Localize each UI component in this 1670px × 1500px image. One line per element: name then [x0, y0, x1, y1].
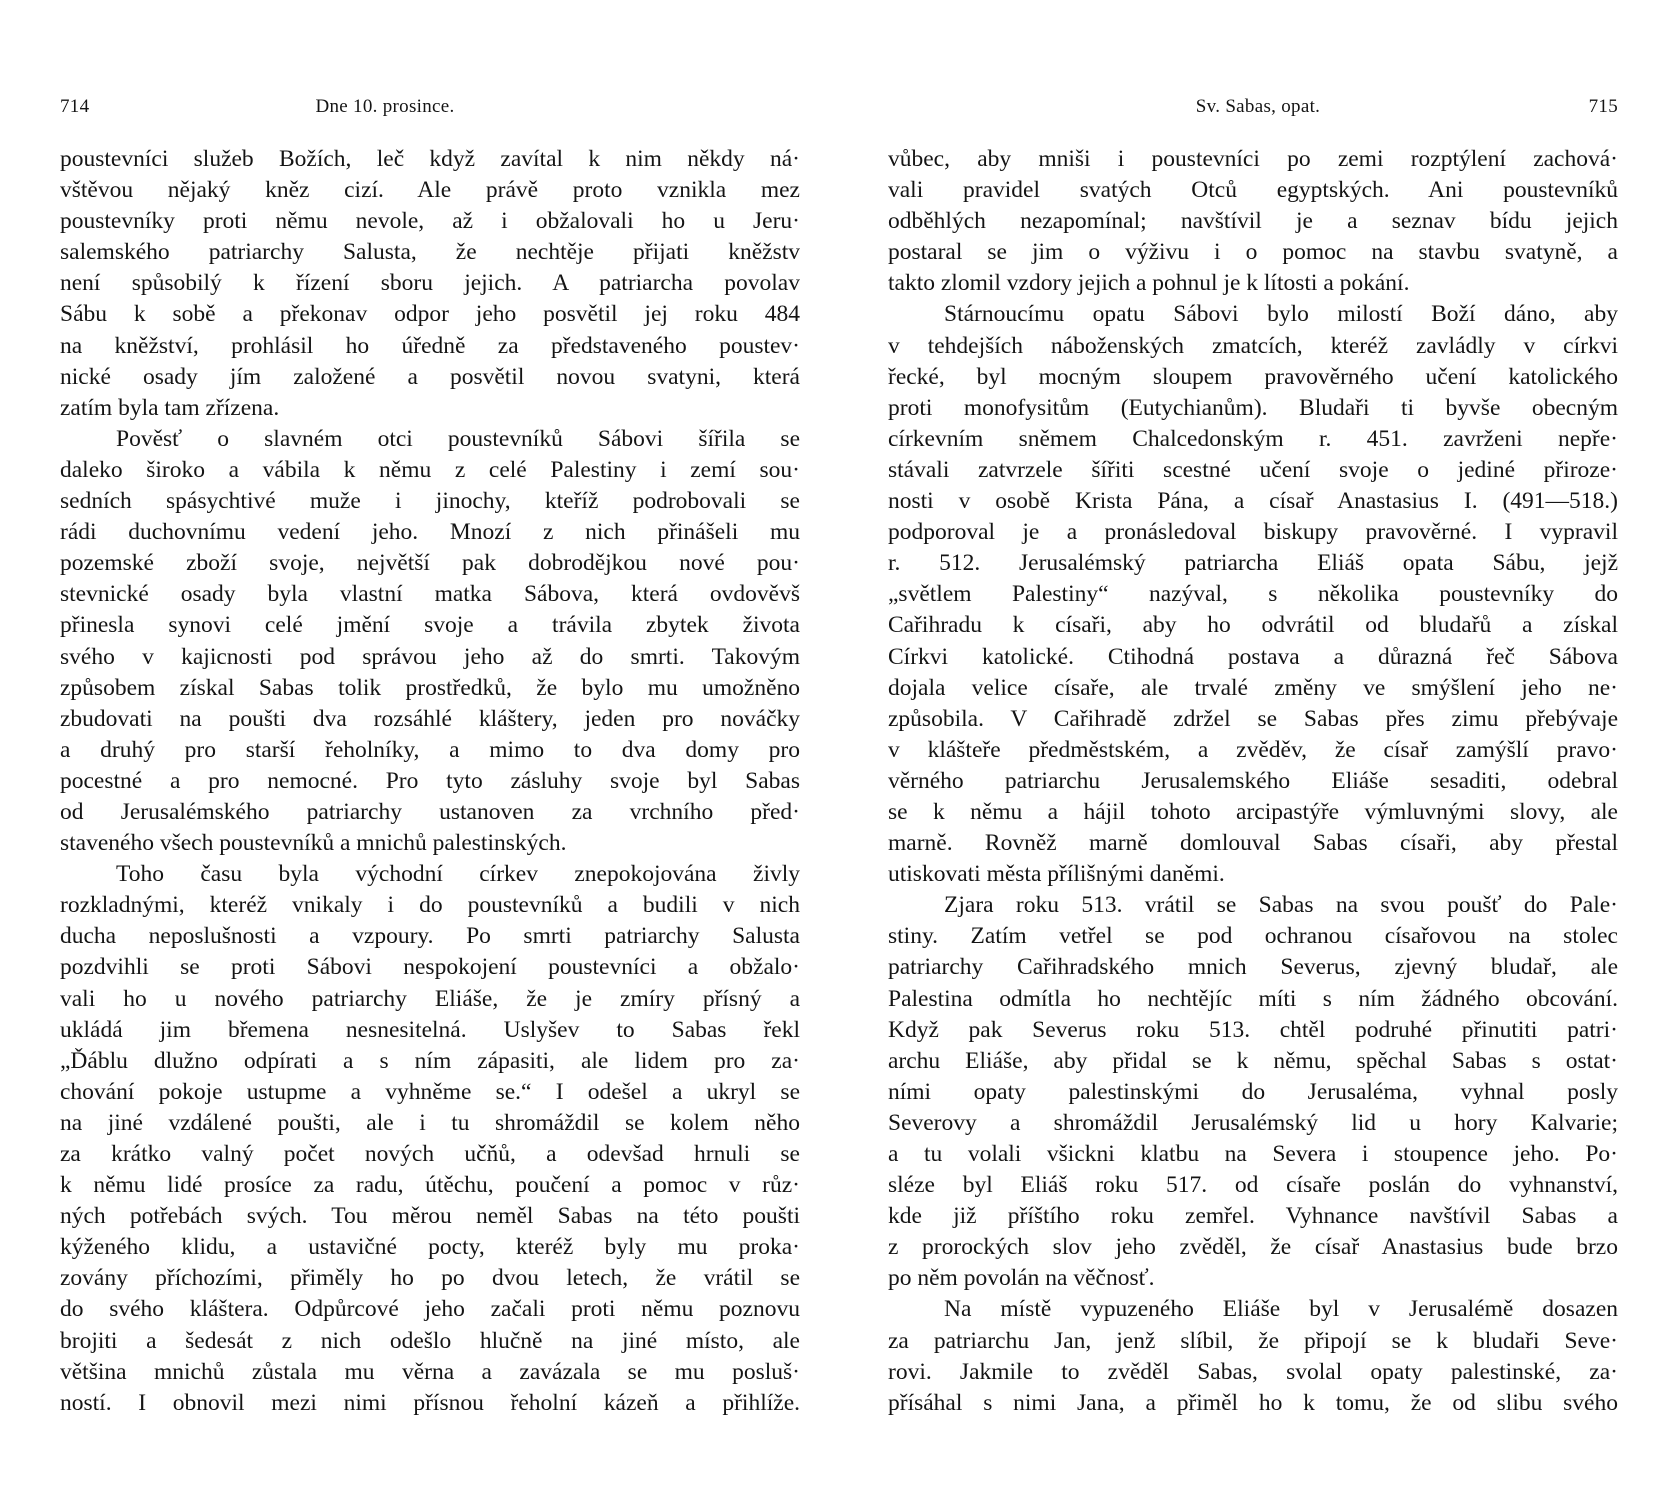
- text-line: svého v kajicnosti pod správou jeho až do smrti. Takovým: [60, 643, 800, 670]
- text-line: za patriarchu Jan, jenž slíbil, že připojí se k bludaři Seve·: [888, 1327, 1618, 1354]
- text-line: salemského patriarchy Salusta, že nechtěje přijati kněžstv: [60, 239, 800, 266]
- text-line: Cařihradu k císaři, aby ho odvrátil od bludařů a získal: [888, 612, 1618, 639]
- text-line: přinesla synovi celé jmění svoje a trávila zbytek života: [60, 612, 800, 639]
- text-line: se k němu a hájil tohoto arcipastýře výmluvnými slovy, ale: [888, 798, 1618, 825]
- text-line: přísáhal s nimi Jana, a přiměl ho k tomu, že od slibu svého: [888, 1389, 1618, 1416]
- text-line: patriarchy Cařihradského mnich Severus, zjevný bludař, ale: [888, 954, 1618, 981]
- text-line: rovi. Jakmile to zvěděl Sabas, svolal opaty palestinské, za·: [888, 1358, 1618, 1385]
- text-line: není spůsobilý k řízení sboru jejich. A patriarcha povolav: [60, 270, 800, 297]
- text-line: způsobem získal Sabas tolik prostředků, že bylo mu umožněno: [60, 674, 800, 701]
- text-line: staveného všech poustevníků a mnichů palestinských.: [60, 830, 567, 857]
- text-line: za krátko valný počet nových učňů, a odevšad hrnuli se: [60, 1141, 800, 1167]
- right-page-text: [888, 144, 1618, 1419]
- text-line: řecké, byl mocným sloupem pravověrného učení katolického: [888, 363, 1618, 390]
- text-line: brojiti a šedesát z nich odešlo hlučně na jiné místo, ale: [60, 1327, 800, 1354]
- text-line: dojala velice císaře, ale trvalé změny ve smýšlení jeho ne·: [888, 674, 1618, 701]
- text-line: z prorockých slov jeho zvěděl, že císař Anastasius bude brzo: [888, 1234, 1618, 1261]
- text-line: kde již příštího roku zemřel. Vyhnance navštívil Sabas a: [888, 1203, 1618, 1230]
- right-page: [888, 0, 1618, 1500]
- text-line: poustevníci služeb Božích, leč když zavítal k nim někdy ná·: [60, 146, 800, 172]
- text-line: vali ho u nového patriarchy Eliáše, že je zmíry přísný a: [60, 985, 800, 1012]
- text-line: Na místě vypuzeného Eliáše byl v Jerusalémě dosazen: [944, 1296, 1618, 1323]
- right-page-header: [888, 96, 1618, 120]
- text-line: stevnické osady byla vlastní matka Sábova, která ovdověvš: [60, 581, 800, 608]
- text-line: ností. I obnovil mezi nimi přísnou řeholní kázeň a přihlíže.: [60, 1389, 800, 1416]
- text-line: marně. Rovněž marně domlouval Sabas císaři, aby přestal: [888, 830, 1618, 857]
- text-line: ných potřebách svých. Tou měrou neměl Sabas na této poušti: [60, 1203, 800, 1230]
- text-line: většina mnichů zůstala mu věrna a zavázala se mu posluš·: [60, 1358, 800, 1385]
- text-line: k němu lidé prosíce za radu, útěchu, poučení a pomoc v růz·: [60, 1172, 800, 1199]
- text-line: sléze byl Eliáš roku 517. od císaře poslán do vyhnanství,: [888, 1172, 1618, 1199]
- text-line: pocestné a pro nemocné. Pro tyto zásluhy svoje byl Sabas: [60, 767, 800, 794]
- text-line: takto zlomil vzdory jejich a pohnul je k lítosti a pokání.: [888, 270, 1410, 297]
- text-line: Církvi katolické. Ctihodná postava a důrazná řeč Sábova: [888, 643, 1618, 670]
- text-line: daleko široko a vábila k němu z celé Palestiny i zemí sou·: [60, 456, 800, 483]
- text-line: na jiné vzdálené poušti, ale i tu shromáždil se kolem něho: [60, 1109, 800, 1136]
- left-page-text: [60, 144, 800, 1419]
- text-line: „Ďáblu dlužno odpírati a s ním zápasiti, ale lidem pro za·: [60, 1047, 800, 1074]
- page-number: 714: [60, 96, 90, 117]
- page-number: 715: [1588, 96, 1618, 117]
- text-line: po něm povolán na věčnosť.: [888, 1265, 1155, 1292]
- text-line: vali pravidel svatých Otců egyptských. Ani poustevníků: [888, 177, 1618, 204]
- text-line: vůbec, aby mniši i poustevníci po zemi rozptýlení zachová·: [888, 146, 1618, 172]
- text-line: pozdvihli se proti Sábovi nespokojení poustevníci a obžalo·: [60, 954, 800, 981]
- text-line: v tehdejších náboženských zmatcích, kteréž zavládly v církvi: [888, 332, 1618, 359]
- text-line: „světlem Palestiny“ nazýval, s několika poustevníky do: [888, 581, 1618, 608]
- text-line: postaral se jim o výživu i o pomoc na stavbu svatyně, a: [888, 239, 1618, 266]
- text-line: rádi duchovnímu vedení jeho. Mnozí z nich přinášeli mu: [60, 519, 800, 546]
- text-line: proti monofysitům (Eutychianům). Bludaři ti byvše obecným: [888, 394, 1618, 421]
- text-line: zbudovati na poušti dva rozsáhlé kláštery, jeden pro nováčky: [60, 705, 800, 732]
- text-line: a tu volali všickni klatbu na Severa i stoupence jeho. Po·: [888, 1141, 1618, 1167]
- text-line: Když pak Severus roku 513. chtěl podruhé přinutiti patri·: [888, 1016, 1618, 1043]
- text-line: chování pokoje ustupme a vyhněme se.“ I odešel a ukryl se: [60, 1078, 800, 1105]
- text-line: stávali zatvrzele šířiti scestné učení svoje o jediné přiroze·: [888, 456, 1618, 483]
- text-line: Toho času byla východní církev znepokojována živly: [116, 861, 800, 888]
- text-line: utiskovati města přílišnými daněmi.: [888, 861, 1225, 888]
- text-line: vštěvou nějaký kněz cizí. Ale právě proto vznikla mez: [60, 177, 800, 204]
- text-line: pozemské zboží svoje, největší pak dobrodějkou nové pou·: [60, 550, 800, 577]
- text-line: sedních spásychtivé muže i jinochy, kteříž podrobovali se: [60, 488, 800, 515]
- text-line: a druhý pro starší řeholníky, a mimo to dva domy pro: [60, 736, 800, 763]
- text-line: kýženého klidu, a ustavičné pocty, kteréž byly mu proka·: [60, 1234, 800, 1261]
- left-page-header: [60, 96, 800, 120]
- text-line: zovány příchozími, přiměly ho po dvou letech, že vrátil se: [60, 1265, 800, 1292]
- text-line: církevním sněmem Chalcedonským r. 451. zavrženi nepře·: [888, 425, 1618, 452]
- text-line: Pověsť o slavném otci poustevníků Sábovi šířila se: [116, 425, 800, 452]
- text-line: Zjara roku 513. vrátil se Sabas na svou poušť do Pale·: [944, 892, 1618, 919]
- text-line: do svého kláštera. Odpůrcové jeho začali proti němu poznovu: [60, 1296, 800, 1323]
- text-line: v klášteře předměstském, a zvěděv, že císař zamýšlí pravo·: [888, 736, 1618, 763]
- text-line: zatím byla tam zřízena.: [60, 394, 280, 421]
- text-line: od Jerusalémského patriarchy ustanoven za vrchního před·: [60, 798, 800, 825]
- text-line: Sábu k sobě a překonav odpor jeho posvětil jej roku 484: [60, 301, 800, 328]
- running-head: Dne 10. prosince.: [315, 96, 455, 117]
- text-line: na kněžství, prohlásil ho úředně za představeného poustev·: [60, 332, 800, 359]
- text-line: ními opaty palestinskými do Jerusaléma, vyhnal posly: [888, 1078, 1618, 1105]
- text-line: způsobila. V Cařihradě zdržel se Sabas přes zimu přebývaje: [888, 705, 1618, 732]
- text-line: stiny. Zatím vetřel se pod ochranou císařovou na stolec: [888, 923, 1618, 950]
- text-line: Stárnoucímu opatu Sábovi bylo milostí Boží dáno, aby: [944, 301, 1618, 328]
- text-line: odběhlých nezapomínal; navštívil je a seznav bídu jejich: [888, 208, 1618, 235]
- text-line: Severovy a shromáždil Jerusalémský lid u hory Kalvarie;: [888, 1109, 1618, 1136]
- text-line: Palestina odmítla ho nechtějíc míti s ním žádného obcování.: [888, 985, 1618, 1012]
- running-head: Sv. Sabas, opat.: [1195, 96, 1321, 117]
- text-line: ukládá jim břemena nesnesitelná. Uslyšev to Sabas řekl: [60, 1016, 800, 1043]
- text-line: archu Eliáše, aby přidal se k němu, spěchal Sabas s ostat·: [888, 1047, 1618, 1074]
- text-line: věrného patriarchu Jerusalemského Eliáše sesaditi, odebral: [888, 767, 1618, 794]
- text-line: poustevníky proti němu nevole, až i obžalovali ho u Jeru·: [60, 208, 800, 235]
- text-line: rozkladnými, kteréž vnikaly i do poustevníků a budili v nich: [60, 892, 800, 919]
- left-page: [60, 0, 800, 1500]
- text-line: nosti v osobě Krista Pána, a císař Anastasius I. (491—518.): [888, 488, 1618, 515]
- text-line: r. 512. Jerusalémský patriarcha Eliáš opata Sábu, jejž: [888, 550, 1618, 577]
- text-line: ducha neposlušnosti a vzpoury. Po smrti patriarchy Salusta: [60, 923, 800, 950]
- text-line: podporoval je a pronásledoval biskupy pravověrné. I vypravil: [888, 519, 1618, 546]
- text-line: nické osady jím založené a posvětil novou svatyni, která: [60, 363, 800, 390]
